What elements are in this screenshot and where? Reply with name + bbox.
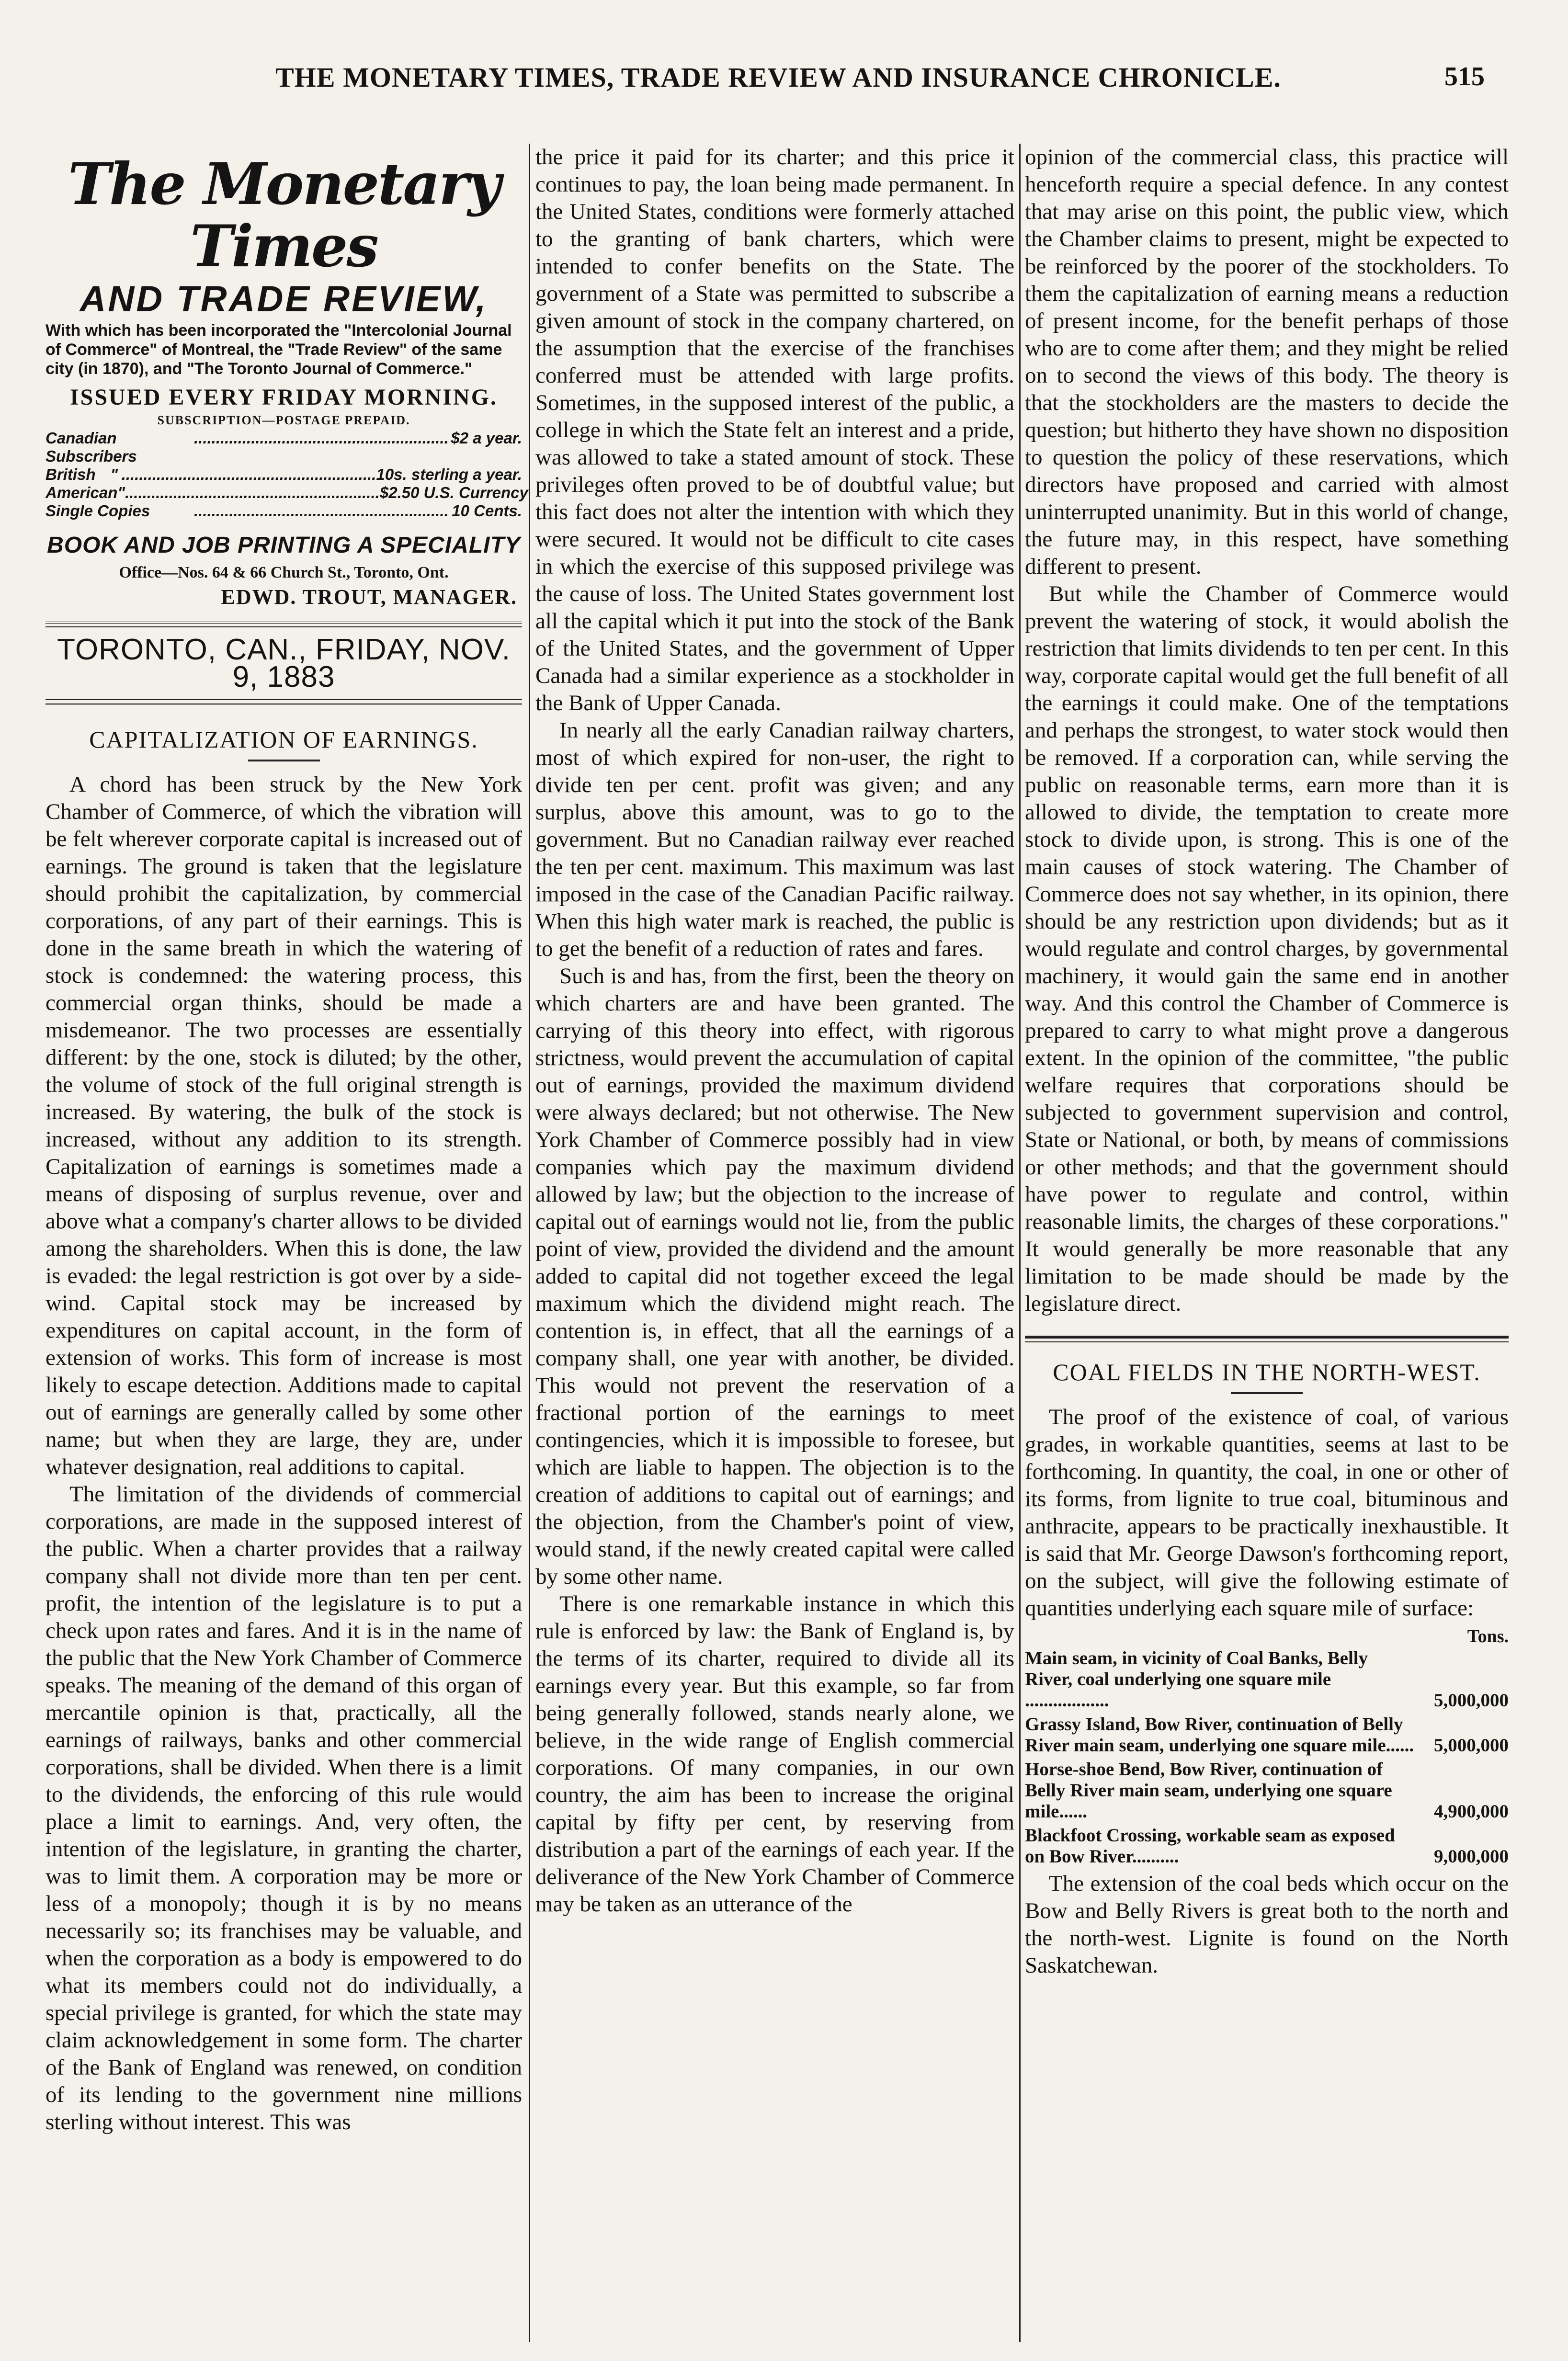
estimate-row: Main seam, in vicinity of Coal Banks, Belly River, coal underlying one square mile .................. 5,000,000 <box>1025 1648 1509 1711</box>
column-rule <box>1019 144 1021 2342</box>
paragraph: The limitation of the dividends of commercial corporations, are made in the supposed interest of the public. When a charter provides that a railway company shall not divide more than ten per cent. profit, the intention of the legislature is to put a check upon rates and fares. And it is in the name of the public that the New York Chamber of Commerce speaks. The meaning of the demand of this organ of mercantile opinion is that, practically, all the earnings of railways, banks and other commercial corporations, shall be divided. When there is a limit to the dividends, the enforcing of this rule would place a limit to earnings. And, very often, the intention of the legislature, in granting the charter, was to limit them. A corporation may be more or less of a monopoly; though it is by no means necessarily so; its franchises may be valuable, and when the corporation as a body is empowered to do what its members could not do individually, a special privilege is granted, for which the state may claim acknowledgement in some form. The charter of the Bank of England was renewed, on condition of its lending to the government nine millions sterling without interest. This was <box>45 1482 522 2134</box>
divider <box>248 760 320 761</box>
column-1 <box>45 144 528 2342</box>
price-row: Canadian Subscribers .......................................................... $2 a year. <box>45 429 522 465</box>
paragraph: The extension of the coal beds which occur on the Bow and Belly Rivers is great both to the north and the north-west. Lignite is found on the North Saskatchewan. <box>1025 1871 1509 1978</box>
dateline-box <box>45 622 522 705</box>
issued-line: ISSUED EVERY FRIDAY MORNING. <box>69 385 498 410</box>
page-header <box>72 61 1485 104</box>
estimate-row: Blackfoot Crossing, workable seam as exposed on Bow River.......... 9,000,000 <box>1025 1825 1509 1867</box>
paragraph: A chord has been struck by the New York Chamber of Commerce, of which the vibration will be felt wherever corporate capital is increased out of earnings. The ground is taken that the legislature should prohibit the capitalization, by commercial corporations, of any part of their earnings. This is done in the same breath in which the watering of stock is condemned: the watering process, this commercial organ thinks, should be made a misdemeanor. The two processes are essentially different: by the one, stock is diluted; by the other, the volume of stock of the full original strength is increased. By watering, the bulk of the stock is increased, without any addition to its strength. Capitalization of earnings is sometimes made a means of disposing of surplus revenue, over and above what a company's charter allows to be divided among the shareholders. When this is done, the law is evaded: the legal restriction is got over by a side-wind. Capital stock may be increased by expenditures on capital account, in the form of extension of works. This form of increase is most likely to escape detection. Additions made to capital out of earnings are generally called by some other name; but when they are large, they are, under whatever designation, real additions to capital. <box>45 772 522 1479</box>
printing-notice: BOOK AND JOB PRINTING A SPECIALITY <box>47 533 521 558</box>
running-title: THE MONETARY TIMES, TRADE REVIEW AND INSURANCE CHRONICLE. <box>275 62 1281 93</box>
price-list <box>45 429 528 520</box>
paragraph: the price it paid for its charter; and this price it continues to pay, the loan being made permanent. In the United States, conditions were formerly attached to the granting of bank charters, which were intended to confer benefits on the State. The government of a State was permitted to subscribe a given amount of stock in the company chartered, on the assumption that the exercise of the franchises conferred must be attended with large profits. Sometimes, in the supposed interest of the public, a college in which the State felt an interest and a pride, was allowed to take a stated amount of stock. These privileges often proved to be of doubtful value; but this fact does not alter the intention with which they were secured. It would not be difficult to cite cases in which the exercise of this supposed privilege was the cause of loss. The United States government lost all the capital which it put into the stock of the Bank of the United States, and the government of Upper Canada had a similar experience as a stockholder in the Bank of Upper Canada. <box>535 145 1014 715</box>
estimate-row: Horse-shoe Bend, Bow River, continuation of Belly River main seam, underlying one square mile...... 4,900,000 <box>1025 1759 1509 1822</box>
divider <box>1231 1392 1303 1394</box>
price-row: American " .......................................................... $2.50 U.S. Currency <box>45 484 528 501</box>
masthead-subtitle: AND TRADE REVIEW, <box>80 279 488 319</box>
paragraph: opinion of the commercial class, this practice will henceforth require a special defence. In any contest that may arise on this point, the public view, which the Chamber claims to present, might be expected to be reinforced by the poorer of the stockholders. To them the capitalization of earning means a reduction of present income, for the benefit perhaps of those who are to come after them; and they might be relied on to second the views of this body. The theory is that the stockholders are the masters to decide the question; but hitherto they have shown no disposition to question the policy of these reservations, which directors have proposed and carried with almost uninterrupted unanimity. But in this world of change, the future may, in this respect, have something different to present. <box>1025 145 1509 579</box>
price-row: British " .......................................................... 10s. sterling a year. <box>45 465 522 483</box>
paragraph: In nearly all the early Canadian railway charters, most of which expired for non-user, the right to divide ten per cent. profit was given; and any surplus, above this amount, was to go to the government. But no Canadian railway ever reached the ten per cent. maximum. This maximum was last imposed in the case of the Canadian Pacific railway. When this high water mark is reached, the public is to get the benefit of a reduction of rates and fares. <box>535 718 1014 961</box>
dateline: TORONTO, CAN., FRIDAY, NOV. 9, 1883 <box>45 626 522 700</box>
column-2 <box>535 144 1014 2342</box>
paragraph: There is one remarkable instance in which this rule is enforced by law: the Bank of England is, by the terms of its charter, required to divide all its earnings every year. But this example, so far from being generally followed, stands nearly alone, we believe, in the wide range of English commercial corporations. Of many companies, in our own country, the aim has been to increase the original capital by fifty per cent, by reserving from distribution a part of the earnings of each year. If the deliverance of the New York Chamber of Commerce may be taken as an utterance of the <box>535 1591 1014 1917</box>
paragraph: The proof of the existence of coal, of various grades, in workable quantities, seems at last to be forthcoming. In quantity, the coal, in one or other of its forms, from lignite to true coal, bituminous and anthracite, appears to be practically inexhaustible. It is said that Mr. George Dawson's forthcoming report, on the subject, will give the following estimate of quantities underlying each square mile of surface: <box>1025 1405 1509 1621</box>
page-number: 515 <box>1444 62 1485 91</box>
subscription-heading: SUBSCRIPTION—POSTAGE PREPAID. <box>157 413 410 427</box>
price-row: Single Copies .......................................................... 10 Cents. <box>45 502 522 520</box>
estimate-row: Grassy Island, Bow River, continuation of Belly River main seam, underlying one square mile...... 5,000,000 <box>1025 1714 1509 1756</box>
article-title: CAPITALIZATION OF EARNINGS. <box>89 726 478 753</box>
section-divider <box>1025 1336 1509 1342</box>
office-address: Office—Nos. 64 & 66 Church St., Toronto, Ont. <box>119 564 449 581</box>
paragraph: Such is and has, from the first, been the theory on which charters are and have been granted. The carrying of this theory into effect, with rigorous strictness, would prevent the accumulation of capital out of earnings, provided the maximum dividend were always declared; but not otherwise. The New York Chamber of Commerce possibly had in view companies which pay the maximum dividend allowed by law; but the objection to the increase of capital out of earnings would not lie, from the public point of view, provided the dividend and the amount added to capital did not together exceed the legal maximum which the dividend might reach. The contention is, in effect, that all the earnings of a company shall, one year with another, be divided. This would not prevent the reservation of a fractional portion of the earnings to meet contingencies, which it is impossible to foresee, but which are liable to happen. The objection is to the creation of additions to capital out of earnings; and the objection, from the Chamber's point of view, would stand, if the newly created capital were called by some other name. <box>535 964 1014 1589</box>
column-3 <box>1025 144 1509 2342</box>
incorporated-note: With which has been incorporated the "Intercolonial Journal of Commerce" of Montreal, the "Trade Review" of the same city (in 1870), and "The Toronto Journal of Commerce." <box>45 321 512 378</box>
tons-heading: Tons. <box>1467 1626 1509 1646</box>
paragraph: But while the Chamber of Commerce would prevent the watering of stock, it would abolish the restriction that limits dividends to ten per cent. In this way, corporate capital would get the full benefit of all the earnings it could make. One of the temptations and perhaps the strongest, to water stock would then be removed. If a corporation can, while serving the public on reasonable terms, earn more than it is allowed to divide, the temptation to create more stock to divide upon, is strong. This is one of the main causes of stock watering. The Chamber of Commerce does not say whether, in its opinion, there should be any restriction upon dividends; but as it would regulate and control charges, by governmental machinery, it would gain the same end in another way. And this control the Chamber of Commerce is prepared to carry to what might prove a dangerous extent. In the opinion of the committee, "the public welfare requires that corporations should be subjected to government supervision and control, State or National, or both, by means of commissions or other methods; and that the government should have power to regulate and control, within reasonable limits, the charges of these corporations." It would generally be more reasonable that any limitation to be made should be made by the legislature direct. <box>1025 581 1509 1316</box>
column-rule <box>529 144 530 2342</box>
masthead-title: The Monetary Times <box>68 150 500 280</box>
manager-line: EDWD. TROUT, MANAGER. <box>221 585 517 609</box>
article-title: COAL FIELDS IN THE NORTH-WEST. <box>1053 1359 1481 1385</box>
